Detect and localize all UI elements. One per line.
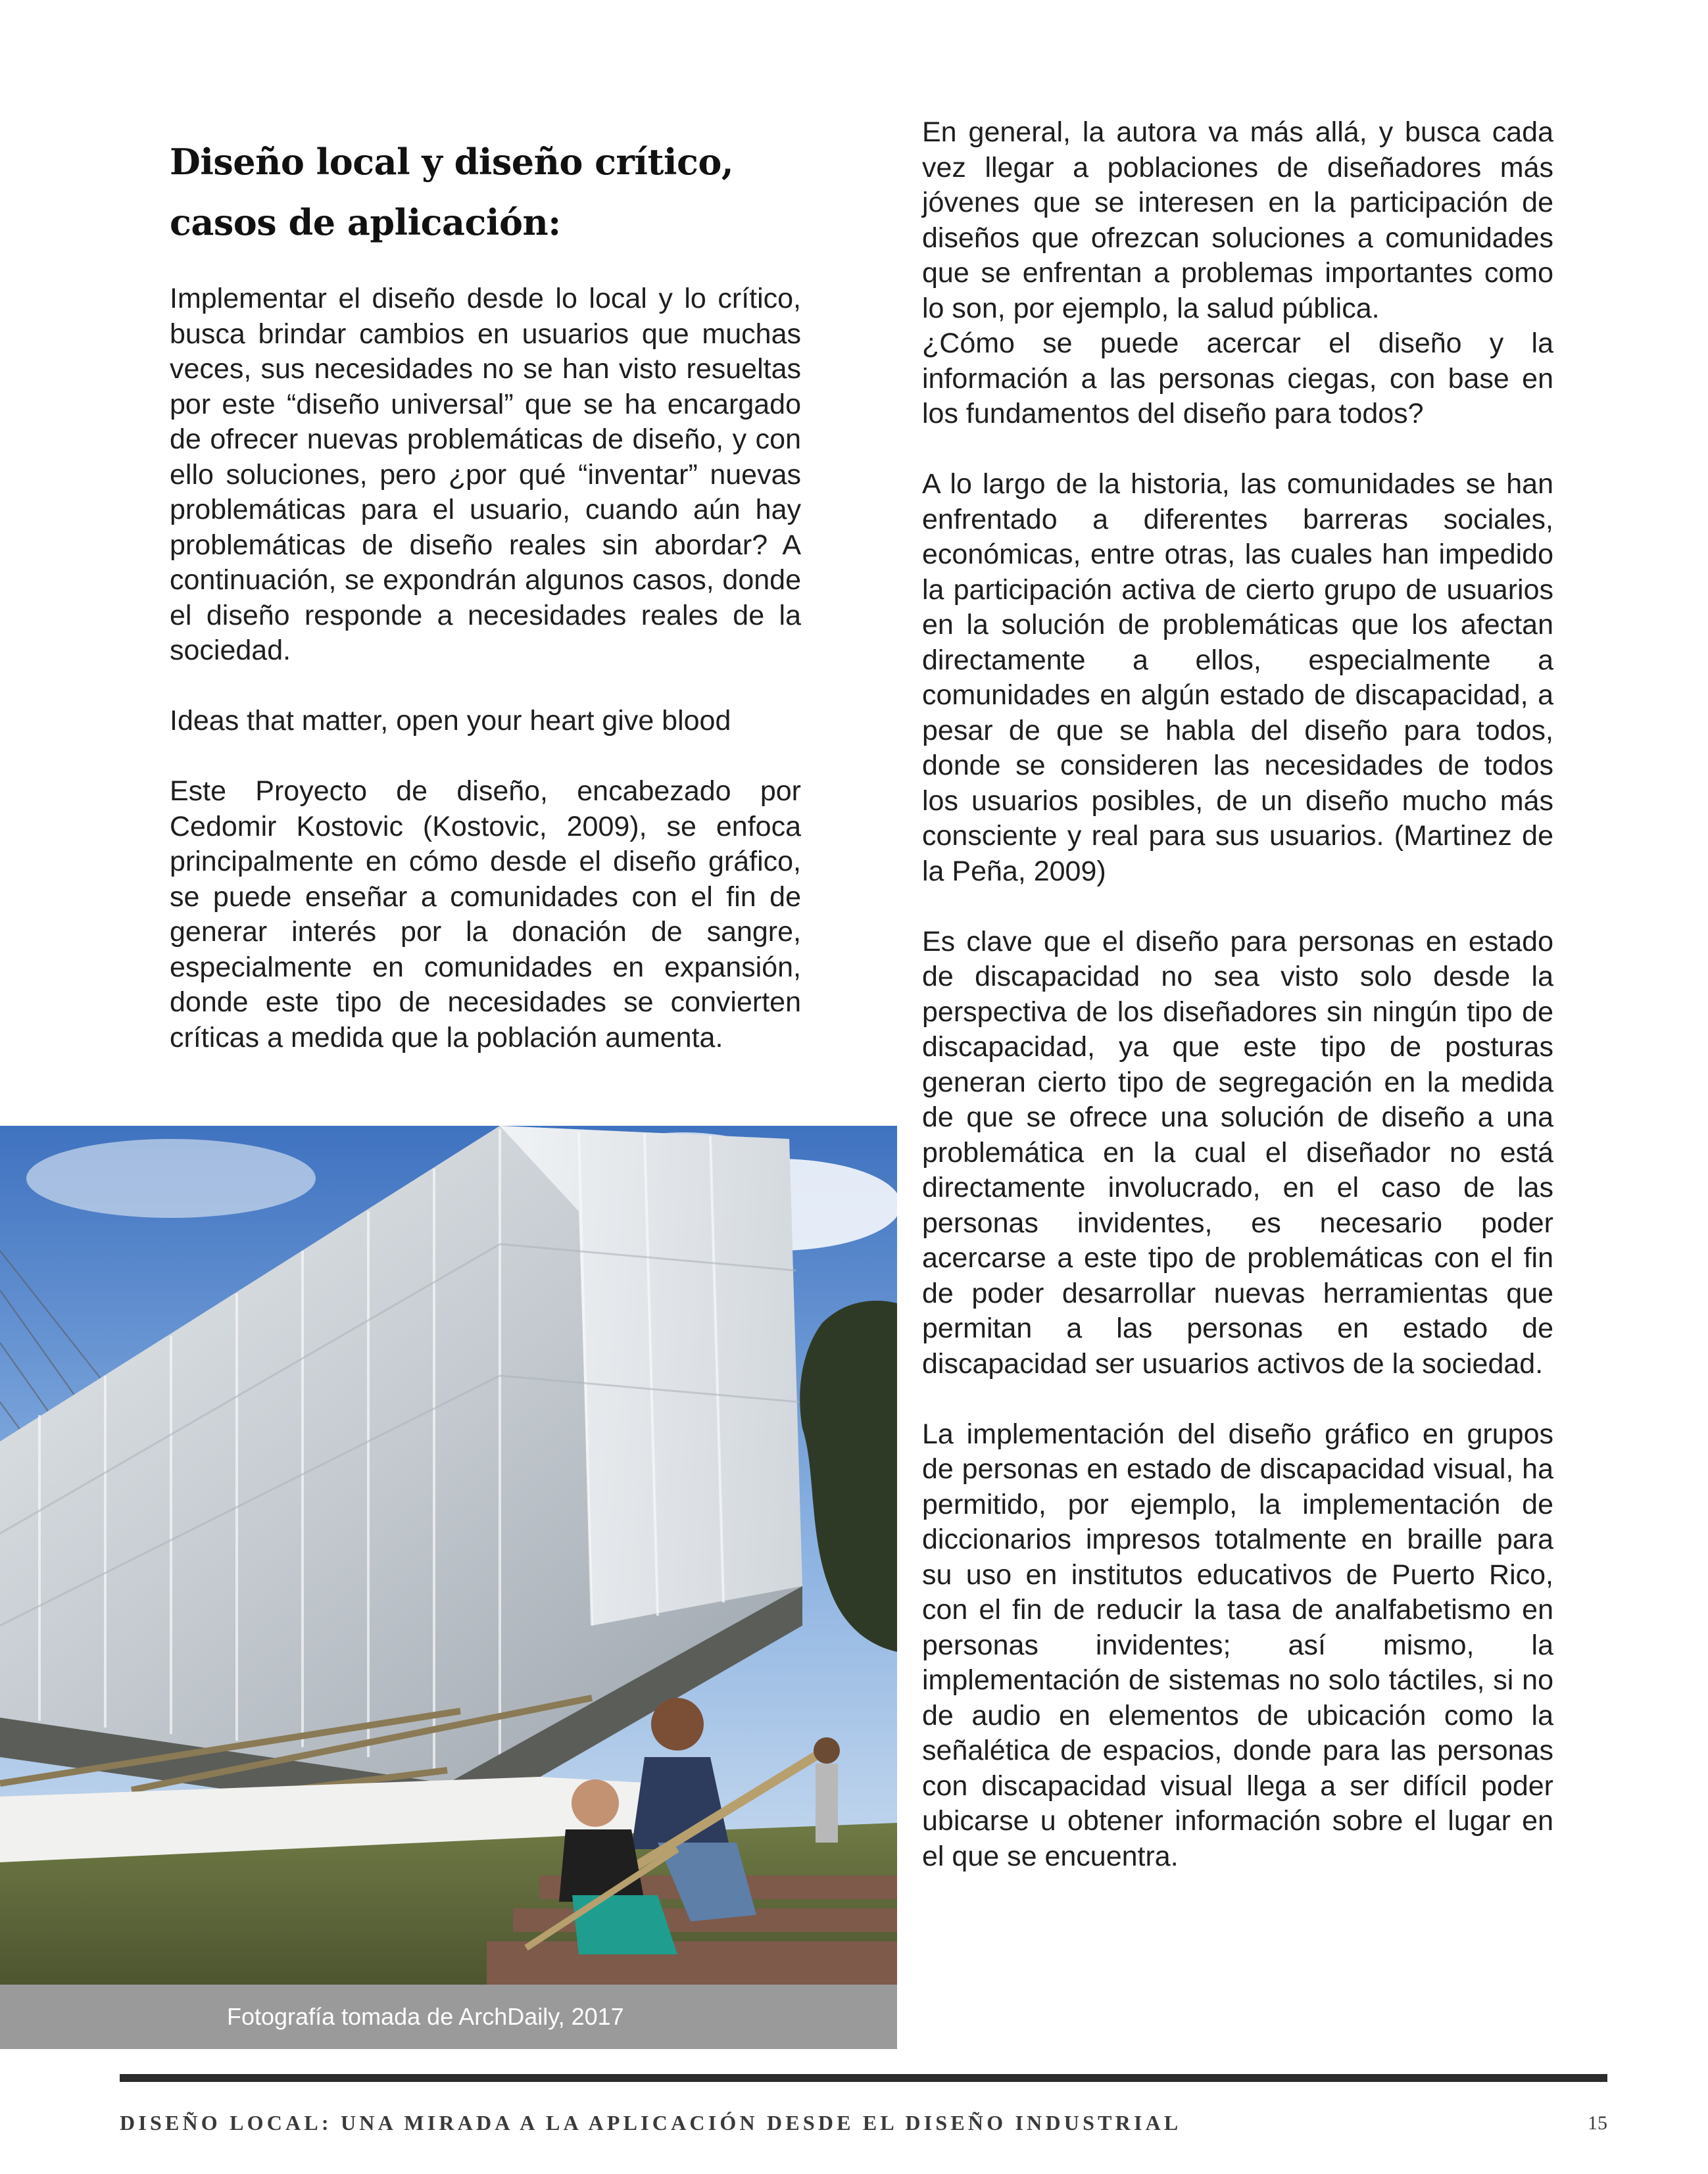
running-footer-title: DISEÑO LOCAL: UNA MIRADA A LA APLICACIÓN DESDE EL DISEÑO INDUSTRIAL [120,2111,1182,2135]
left-column [170,132,801,1055]
building-photo [0,1126,897,1985]
paragraph-intro: Implementar el diseño desde lo local y lo crítico, busca brindar cambios en usuarios que muchas veces, sus necesidades no se han visto resueltas por este “diseño universal” que se ha encargado de ofrecer nuevas problemáticas de diseño, y con ello soluciones, pero ¿por qué “inventar” nuevas problemáticas para el usuario, cuando aún hay problemáticas de diseño reales sin abordar? A continuación, se expondrán algunos casos, donde el diseño responde a necesidades reales de la sociedad. [170,283,801,666]
paragraph-question: ¿Cómo se puede acercar el diseño y la información a las personas ciegas, con base en los fundamentos del diseño para todos? [922,327,1553,429]
section-heading: Diseño local y diseño crítico, casos de aplicación: [170,141,734,243]
right-column [922,115,1553,1874]
paragraph-implementation: La implementación del diseño gráfico en grupos de personas en estado de discapacidad visual, ha permitido, por ejemplo, la implementación de diccionarios impresos totalmente en braille para su uso en institutos educativos de Puerto Rico, con el fin de reducir la tasa de analfabetismo en personas invidentes; así mismo, la implementación de sistemas no solo táctiles, si no de audio en elementos de ubicación como la señalética de espacios, donde para las personas con discapacidad visual llega a ser difícil poder ubicarse u obtener información sobre el lugar en el que se encuentra. [922,1418,1553,1872]
photo-caption-bar [0,1985,897,2049]
paragraph-key: Es clave que el diseño para personas en estado de discapacidad no sea visto solo desde la perspectiva de los diseñadores sin ningún tipo de discapacidad, ya que este tipo de posturas generan cierto tipo de segregación en la medida de que se ofrece una solución de diseño a una problemática en la cual el diseñador no está directamente involucrado, en el caso de las personas invidentes, es necesario poder acercarse a este tipo de problemáticas con el fin de poder desarrollar nuevas herramientas que permitan a las personas en estado de discapacidad ser usuarios activos de la sociedad. [922,925,1553,1380]
paragraph-case-description: Este Proyecto de diseño, encabezado por Cedomir Kostovic (Kostovic, 2009), se enfoca principalmente en cómo desde el diseño gráfico, se puede enseñar a comunidades con el fin de generar interés por la donación de sangre, especialmente en comunidades en expansión, donde este tipo de necesidades se convierten críticas a medida que la población aumenta. [170,775,801,1053]
paragraph-author: En general, la autora va más allá, y busca cada vez llegar a poblaciones de diseñadores más jóvenes que se interesen en la participación de diseños que ofrezcan soluciones a comunidades que se enfrentan a problemas importantes como lo son, por ejemplo, la salud pública. [922,116,1553,324]
page-number: 15 [1588,2112,1607,2134]
photo-caption: Fotografía tomada de ArchDaily, 2017 [227,2003,624,2030]
paragraph-history: A lo largo de la historia, las comunidades se han enfrentado a diferentes barreras sociales, económicas, entre otras, las cuales han impedido la participación activa de cierto grupo de usuarios en la solución de problemáticas que los afectan directamente a ellos, especialmente a comunidades en algún estado de discapacidad, a pesar de que se habla del diseño para todos, donde se consideren las necesidades de todos los usuarios posibles, de un diseño mucho más consciente y real para sus usuarios. (Martinez de la Peña, 2009) [922,468,1553,887]
case-title: Ideas that matter, open your heart give blood [170,705,731,737]
footer-divider [120,2074,1607,2082]
